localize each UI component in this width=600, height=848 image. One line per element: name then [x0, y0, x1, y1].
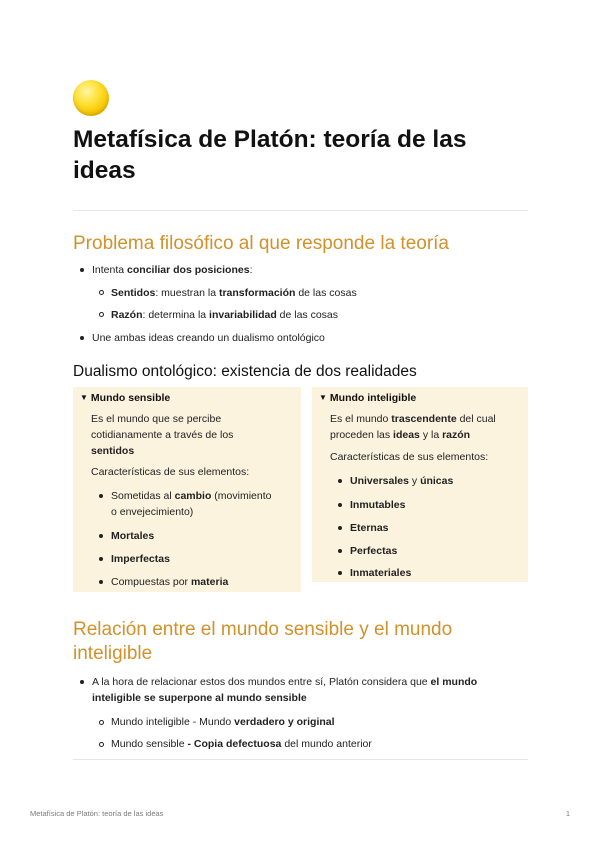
- toggle-triangle-icon[interactable]: ▼: [319, 393, 327, 402]
- toggle-triangle-icon[interactable]: ▼: [80, 393, 88, 402]
- list-item: Razón: determina la invariabilidad de las cosas: [111, 309, 339, 321]
- list-item: Sometidas al cambio (movimiento o envejecimiento): [111, 490, 272, 518]
- bullet: [99, 557, 103, 561]
- toggle-block-mundo-sensible[interactable]: [73, 387, 301, 592]
- bullet: [338, 571, 342, 575]
- sub-bullet: [99, 290, 104, 295]
- characteristics-label: Características de sus elementos:: [330, 451, 489, 463]
- toggle-header[interactable]: ▼ Mundo inteligible: [319, 392, 417, 404]
- footer-page-number: 1: [565, 809, 570, 818]
- bullet: [80, 680, 84, 684]
- section-heading-relacion: Relación entre el mundo sensible y el mundo inteligible: [73, 619, 453, 664]
- description: Es el mundo que se percibe cotidianamente a través de los sentidos: [91, 413, 234, 457]
- bullet: [80, 336, 84, 340]
- list-item: Inmutables: [350, 499, 406, 511]
- bullet: [99, 580, 103, 584]
- list-item: Eternas: [350, 522, 389, 534]
- list-item: Imperfectas: [111, 553, 170, 565]
- list-item: Universales y únicas: [350, 475, 454, 487]
- list-item: Perfectas: [350, 545, 398, 557]
- footer-doc-title: Metafísica de Platón: teoría de las ideas: [30, 809, 164, 818]
- bullet: [99, 534, 103, 538]
- page-title: Metafísica de Platón: teoría de las ideas: [73, 126, 467, 184]
- list-item: Compuestas por materia: [111, 576, 229, 588]
- description: Es el mundo trascendente del cual proceden las ideas y la razón: [330, 413, 496, 441]
- section-heading-dualismo: Dualismo ontológico: existencia de dos realidades: [73, 363, 417, 380]
- yellow-circle-emoji-icon: [73, 80, 109, 116]
- bullet: [99, 494, 103, 498]
- list-item: Mundo sensible - Copia defectuosa del mundo anterior: [111, 738, 372, 750]
- section-heading-problema: Problema filosófico al que responde la teoría: [73, 233, 450, 254]
- divider: [73, 759, 528, 760]
- bullet: [338, 479, 342, 483]
- bullet: [338, 549, 342, 553]
- list-item: Intenta conciliar dos posiciones:: [92, 264, 253, 276]
- bullet: [338, 526, 342, 530]
- bullet: [338, 503, 342, 507]
- characteristics-label: Características de sus elementos:: [91, 466, 250, 478]
- list-item: Inmateriales: [350, 567, 412, 579]
- list-item: Mundo inteligible - Mundo verdadero y original: [111, 716, 335, 728]
- sub-bullet: [99, 312, 104, 317]
- sub-bullet: [99, 742, 104, 747]
- list-item: Sentidos: muestran la transformación de las cosas: [111, 287, 357, 299]
- list-item: A la hora de relacionar estos dos mundos entre sí, Platón considera que el mundo inteligible se superpone al mundo sensible: [92, 676, 478, 704]
- toggle-block-mundo-inteligible[interactable]: [312, 387, 528, 582]
- bullet: [80, 268, 84, 272]
- list-item: Une ambas ideas creando un dualismo ontológico: [92, 332, 325, 344]
- divider: [73, 210, 528, 211]
- toggle-header[interactable]: ▼ Mundo sensible: [80, 392, 171, 404]
- sub-bullet: [99, 720, 104, 725]
- list-item: Mortales: [111, 530, 155, 542]
